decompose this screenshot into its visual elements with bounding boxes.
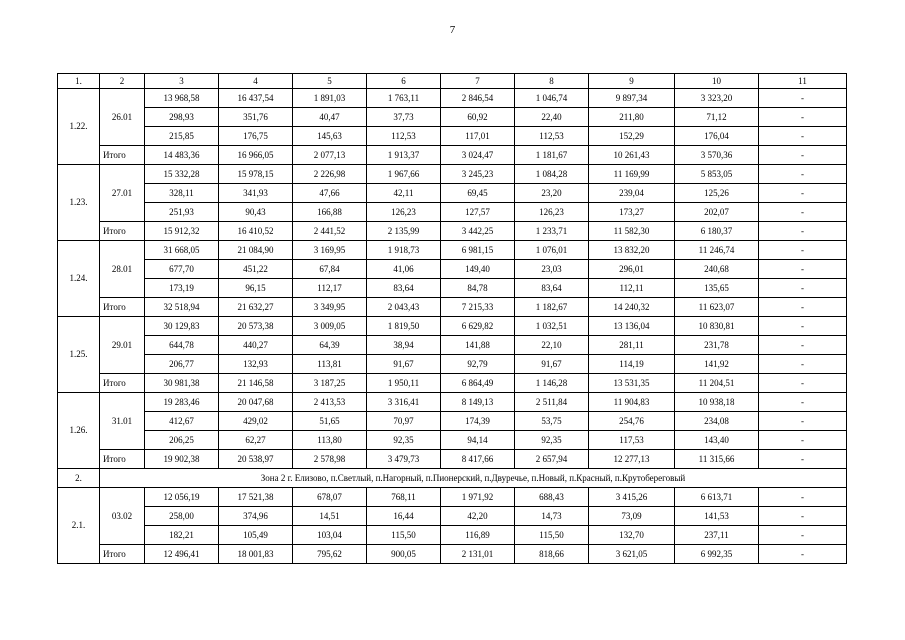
value-cell: 374,96 bbox=[219, 507, 293, 526]
total-value-cell: - bbox=[759, 298, 847, 317]
value-cell: 2 226,98 bbox=[293, 165, 367, 184]
total-value-cell: 3 442,25 bbox=[441, 222, 515, 241]
value-cell: 83,64 bbox=[367, 279, 441, 298]
value-cell: 71,12 bbox=[675, 108, 759, 127]
value-cell: 73,09 bbox=[589, 507, 675, 526]
data-table bbox=[57, 73, 847, 564]
table-row bbox=[58, 241, 847, 260]
total-value-cell: 3 479,73 bbox=[367, 450, 441, 469]
value-cell: 152,29 bbox=[589, 127, 675, 146]
value-cell: 23,03 bbox=[515, 260, 589, 279]
value-cell: 125,26 bbox=[675, 184, 759, 203]
section-row bbox=[58, 469, 847, 488]
header-cell: 2 bbox=[100, 74, 145, 89]
item-number: 1.22. bbox=[58, 89, 100, 165]
value-cell: 41,06 bbox=[367, 260, 441, 279]
table-row bbox=[58, 203, 847, 222]
value-cell: 5 853,05 bbox=[675, 165, 759, 184]
total-label: Итого bbox=[100, 222, 145, 241]
total-value-cell: 2 043,43 bbox=[367, 298, 441, 317]
value-cell: 206,77 bbox=[145, 355, 219, 374]
total-value-cell: 6 864,49 bbox=[441, 374, 515, 393]
value-cell: 281,11 bbox=[589, 336, 675, 355]
total-value-cell: 900,05 bbox=[367, 545, 441, 564]
table-row bbox=[58, 184, 847, 203]
header-cell: 4 bbox=[219, 74, 293, 89]
header-cell: 9 bbox=[589, 74, 675, 89]
value-cell: - bbox=[759, 336, 847, 355]
total-value-cell: 3 349,95 bbox=[293, 298, 367, 317]
value-cell: 83,64 bbox=[515, 279, 589, 298]
value-cell: 173,19 bbox=[145, 279, 219, 298]
total-value-cell: 3 187,25 bbox=[293, 374, 367, 393]
total-value-cell: 16 410,52 bbox=[219, 222, 293, 241]
value-cell: 3 245,23 bbox=[441, 165, 515, 184]
value-cell: 60,92 bbox=[441, 108, 515, 127]
total-value-cell: 3 024,47 bbox=[441, 146, 515, 165]
total-row bbox=[58, 146, 847, 165]
value-cell: 112,53 bbox=[515, 127, 589, 146]
value-cell: 3 009,05 bbox=[293, 317, 367, 336]
total-value-cell: 11 204,51 bbox=[675, 374, 759, 393]
value-cell: 96,15 bbox=[219, 279, 293, 298]
item-number: 1.26. bbox=[58, 393, 100, 469]
value-cell: 92,35 bbox=[515, 431, 589, 450]
value-cell: 8 149,13 bbox=[441, 393, 515, 412]
item-number: 1.23. bbox=[58, 165, 100, 241]
value-cell: 22,40 bbox=[515, 108, 589, 127]
total-value-cell: 18 001,83 bbox=[219, 545, 293, 564]
value-cell: 2 511,84 bbox=[515, 393, 589, 412]
total-value-cell: 2 578,98 bbox=[293, 450, 367, 469]
value-cell: 19 283,46 bbox=[145, 393, 219, 412]
total-value-cell: 13 531,35 bbox=[589, 374, 675, 393]
value-cell: 15 332,28 bbox=[145, 165, 219, 184]
value-cell: 70,97 bbox=[367, 412, 441, 431]
table-row bbox=[58, 279, 847, 298]
total-value-cell: 19 902,38 bbox=[145, 450, 219, 469]
value-cell: 21 084,90 bbox=[219, 241, 293, 260]
value-cell: 1 032,51 bbox=[515, 317, 589, 336]
value-cell: 10 938,18 bbox=[675, 393, 759, 412]
value-cell: 47,66 bbox=[293, 184, 367, 203]
value-cell: 116,89 bbox=[441, 526, 515, 545]
value-cell: 768,11 bbox=[367, 488, 441, 507]
value-cell: 6 613,71 bbox=[675, 488, 759, 507]
total-value-cell: 7 215,33 bbox=[441, 298, 515, 317]
total-value-cell: 11 582,30 bbox=[589, 222, 675, 241]
value-cell: 176,75 bbox=[219, 127, 293, 146]
value-cell: 3 323,20 bbox=[675, 89, 759, 108]
value-cell: 92,79 bbox=[441, 355, 515, 374]
value-cell: - bbox=[759, 203, 847, 222]
value-cell: 440,27 bbox=[219, 336, 293, 355]
value-cell: 1 763,11 bbox=[367, 89, 441, 108]
total-label: Итого bbox=[100, 146, 145, 165]
value-cell: 173,27 bbox=[589, 203, 675, 222]
total-value-cell: 32 518,94 bbox=[145, 298, 219, 317]
table-row bbox=[58, 89, 847, 108]
header-cell: 7 bbox=[441, 74, 515, 89]
total-value-cell: 11 623,07 bbox=[675, 298, 759, 317]
value-cell: 69,45 bbox=[441, 184, 515, 203]
total-value-cell: 3 570,36 bbox=[675, 146, 759, 165]
value-cell: 53,75 bbox=[515, 412, 589, 431]
header-cell: 1. bbox=[58, 74, 100, 89]
value-cell: 132,70 bbox=[589, 526, 675, 545]
value-cell: 1 971,92 bbox=[441, 488, 515, 507]
value-cell: 13 832,20 bbox=[589, 241, 675, 260]
value-cell: 11 246,74 bbox=[675, 241, 759, 260]
value-cell: 237,11 bbox=[675, 526, 759, 545]
value-cell: 67,84 bbox=[293, 260, 367, 279]
value-cell: 91,67 bbox=[367, 355, 441, 374]
value-cell: 1 967,66 bbox=[367, 165, 441, 184]
value-cell: - bbox=[759, 507, 847, 526]
total-value-cell: 1 233,71 bbox=[515, 222, 589, 241]
table-row bbox=[58, 412, 847, 431]
value-cell: - bbox=[759, 260, 847, 279]
header-cell: 6 bbox=[367, 74, 441, 89]
value-cell: 149,40 bbox=[441, 260, 515, 279]
value-cell: 94,14 bbox=[441, 431, 515, 450]
value-cell: 135,65 bbox=[675, 279, 759, 298]
value-cell: 117,01 bbox=[441, 127, 515, 146]
item-number: 2.1. bbox=[58, 488, 100, 564]
value-cell: 2 846,54 bbox=[441, 89, 515, 108]
total-row bbox=[58, 222, 847, 241]
value-cell: 6 629,82 bbox=[441, 317, 515, 336]
total-value-cell: 2 131,01 bbox=[441, 545, 515, 564]
table-row bbox=[58, 526, 847, 545]
total-value-cell: 1 146,28 bbox=[515, 374, 589, 393]
item-date: 03.02 bbox=[100, 488, 145, 545]
value-cell: 215,85 bbox=[145, 127, 219, 146]
total-value-cell: 14 240,32 bbox=[589, 298, 675, 317]
value-cell: 211,80 bbox=[589, 108, 675, 127]
value-cell: 239,04 bbox=[589, 184, 675, 203]
total-value-cell: 795,62 bbox=[293, 545, 367, 564]
value-cell: 143,40 bbox=[675, 431, 759, 450]
total-value-cell: 30 981,38 bbox=[145, 374, 219, 393]
total-value-cell: 21 632,27 bbox=[219, 298, 293, 317]
value-cell: - bbox=[759, 89, 847, 108]
total-value-cell: - bbox=[759, 146, 847, 165]
table-row bbox=[58, 108, 847, 127]
table-row bbox=[58, 317, 847, 336]
value-cell: 38,94 bbox=[367, 336, 441, 355]
value-cell: 234,08 bbox=[675, 412, 759, 431]
value-cell: 17 521,38 bbox=[219, 488, 293, 507]
total-value-cell: 16 966,05 bbox=[219, 146, 293, 165]
header-cell: 11 bbox=[759, 74, 847, 89]
total-value-cell: 1 950,11 bbox=[367, 374, 441, 393]
value-cell: 677,70 bbox=[145, 260, 219, 279]
value-cell: 12 056,19 bbox=[145, 488, 219, 507]
total-label: Итого bbox=[100, 374, 145, 393]
header-cell: 8 bbox=[515, 74, 589, 89]
value-cell: 11 904,83 bbox=[589, 393, 675, 412]
value-cell: 11 169,99 bbox=[589, 165, 675, 184]
value-cell: 132,93 bbox=[219, 355, 293, 374]
value-cell: - bbox=[759, 279, 847, 298]
value-cell: 3 316,41 bbox=[367, 393, 441, 412]
total-value-cell: 20 538,97 bbox=[219, 450, 293, 469]
header-row bbox=[58, 74, 847, 89]
value-cell: 91,67 bbox=[515, 355, 589, 374]
section-number: 2. bbox=[58, 469, 100, 488]
value-cell: 141,92 bbox=[675, 355, 759, 374]
total-value-cell: 1 181,67 bbox=[515, 146, 589, 165]
value-cell: 20 047,68 bbox=[219, 393, 293, 412]
value-cell: 40,47 bbox=[293, 108, 367, 127]
value-cell: 644,78 bbox=[145, 336, 219, 355]
value-cell: 254,76 bbox=[589, 412, 675, 431]
page-number: 7 bbox=[449, 24, 456, 36]
value-cell: 1 084,28 bbox=[515, 165, 589, 184]
value-cell: 84,78 bbox=[441, 279, 515, 298]
value-cell: 126,23 bbox=[367, 203, 441, 222]
value-cell: 240,68 bbox=[675, 260, 759, 279]
value-cell: 126,23 bbox=[515, 203, 589, 222]
value-cell: - bbox=[759, 108, 847, 127]
value-cell: 206,25 bbox=[145, 431, 219, 450]
table-row bbox=[58, 488, 847, 507]
value-cell: 64,39 bbox=[293, 336, 367, 355]
value-cell: 117,53 bbox=[589, 431, 675, 450]
total-row bbox=[58, 298, 847, 317]
value-cell: 341,93 bbox=[219, 184, 293, 203]
value-cell: 141,53 bbox=[675, 507, 759, 526]
value-cell: 14,73 bbox=[515, 507, 589, 526]
value-cell: 92,35 bbox=[367, 431, 441, 450]
value-cell: 112,11 bbox=[589, 279, 675, 298]
item-date: 31.01 bbox=[100, 393, 145, 450]
value-cell: 14,51 bbox=[293, 507, 367, 526]
table-row bbox=[58, 507, 847, 526]
value-cell: 16 437,54 bbox=[219, 89, 293, 108]
value-cell: 90,43 bbox=[219, 203, 293, 222]
value-cell: 1 076,01 bbox=[515, 241, 589, 260]
value-cell: 1 046,74 bbox=[515, 89, 589, 108]
value-cell: - bbox=[759, 241, 847, 260]
value-cell: 42,11 bbox=[367, 184, 441, 203]
total-label: Итого bbox=[100, 450, 145, 469]
item-date: 26.01 bbox=[100, 89, 145, 146]
total-row bbox=[58, 545, 847, 564]
value-cell: 62,27 bbox=[219, 431, 293, 450]
value-cell: 16,44 bbox=[367, 507, 441, 526]
value-cell: 678,07 bbox=[293, 488, 367, 507]
total-value-cell: - bbox=[759, 450, 847, 469]
value-cell: 30 129,83 bbox=[145, 317, 219, 336]
value-cell: 174,39 bbox=[441, 412, 515, 431]
value-cell: 231,78 bbox=[675, 336, 759, 355]
value-cell: 2 413,53 bbox=[293, 393, 367, 412]
value-cell: 9 897,34 bbox=[589, 89, 675, 108]
total-value-cell: 2 657,94 bbox=[515, 450, 589, 469]
value-cell: 451,22 bbox=[219, 260, 293, 279]
table-row bbox=[58, 393, 847, 412]
total-value-cell: 2 135,99 bbox=[367, 222, 441, 241]
value-cell: 105,49 bbox=[219, 526, 293, 545]
total-value-cell: 3 621,05 bbox=[589, 545, 675, 564]
item-date: 27.01 bbox=[100, 165, 145, 222]
value-cell: - bbox=[759, 317, 847, 336]
total-row bbox=[58, 450, 847, 469]
total-value-cell: 6 992,35 bbox=[675, 545, 759, 564]
value-cell: 688,43 bbox=[515, 488, 589, 507]
value-cell: 412,67 bbox=[145, 412, 219, 431]
total-row bbox=[58, 374, 847, 393]
value-cell: 113,80 bbox=[293, 431, 367, 450]
total-value-cell: 11 315,66 bbox=[675, 450, 759, 469]
total-value-cell: 818,66 bbox=[515, 545, 589, 564]
value-cell: 112,17 bbox=[293, 279, 367, 298]
value-cell: 1 819,50 bbox=[367, 317, 441, 336]
value-cell: 3 169,95 bbox=[293, 241, 367, 260]
value-cell: 115,50 bbox=[515, 526, 589, 545]
total-value-cell: 10 261,43 bbox=[589, 146, 675, 165]
value-cell: - bbox=[759, 393, 847, 412]
value-cell: 15 978,15 bbox=[219, 165, 293, 184]
value-cell: 10 830,81 bbox=[675, 317, 759, 336]
value-cell: 20 573,38 bbox=[219, 317, 293, 336]
header-cell: 10 bbox=[675, 74, 759, 89]
total-value-cell: 12 496,41 bbox=[145, 545, 219, 564]
value-cell: - bbox=[759, 412, 847, 431]
value-cell: 1 918,73 bbox=[367, 241, 441, 260]
value-cell: - bbox=[759, 184, 847, 203]
value-cell: 13 968,58 bbox=[145, 89, 219, 108]
item-number: 1.25. bbox=[58, 317, 100, 393]
table-row bbox=[58, 260, 847, 279]
header-cell: 5 bbox=[293, 74, 367, 89]
value-cell: 351,76 bbox=[219, 108, 293, 127]
total-value-cell: - bbox=[759, 545, 847, 564]
value-cell: 298,93 bbox=[145, 108, 219, 127]
value-cell: 182,21 bbox=[145, 526, 219, 545]
total-value-cell: 1 182,67 bbox=[515, 298, 589, 317]
total-value-cell: - bbox=[759, 374, 847, 393]
value-cell: 31 668,05 bbox=[145, 241, 219, 260]
value-cell: 6 981,15 bbox=[441, 241, 515, 260]
value-cell: 114,19 bbox=[589, 355, 675, 374]
total-value-cell: - bbox=[759, 222, 847, 241]
value-cell: 112,53 bbox=[367, 127, 441, 146]
table-row bbox=[58, 336, 847, 355]
total-value-cell: 14 483,36 bbox=[145, 146, 219, 165]
total-label: Итого bbox=[100, 298, 145, 317]
table-row bbox=[58, 165, 847, 184]
total-value-cell: 12 277,13 bbox=[589, 450, 675, 469]
value-cell: 22,10 bbox=[515, 336, 589, 355]
table-row bbox=[58, 355, 847, 374]
value-cell: - bbox=[759, 355, 847, 374]
value-cell: 3 415,26 bbox=[589, 488, 675, 507]
total-value-cell: 2 077,13 bbox=[293, 146, 367, 165]
header-cell: 3 bbox=[145, 74, 219, 89]
value-cell: 251,93 bbox=[145, 203, 219, 222]
value-cell: 127,57 bbox=[441, 203, 515, 222]
value-cell: 176,04 bbox=[675, 127, 759, 146]
value-cell: 13 136,04 bbox=[589, 317, 675, 336]
item-number: 1.24. bbox=[58, 241, 100, 317]
value-cell: 37,73 bbox=[367, 108, 441, 127]
value-cell: 1 891,03 bbox=[293, 89, 367, 108]
item-date: 29.01 bbox=[100, 317, 145, 374]
value-cell: 328,11 bbox=[145, 184, 219, 203]
value-cell: 202,07 bbox=[675, 203, 759, 222]
table-row bbox=[58, 127, 847, 146]
value-cell: - bbox=[759, 127, 847, 146]
total-value-cell: 8 417,66 bbox=[441, 450, 515, 469]
total-label: Итого bbox=[100, 545, 145, 564]
value-cell: 429,02 bbox=[219, 412, 293, 431]
value-cell: - bbox=[759, 431, 847, 450]
total-value-cell: 6 180,37 bbox=[675, 222, 759, 241]
total-value-cell: 1 913,37 bbox=[367, 146, 441, 165]
total-value-cell: 2 441,52 bbox=[293, 222, 367, 241]
value-cell: 51,65 bbox=[293, 412, 367, 431]
table-row bbox=[58, 431, 847, 450]
value-cell: 141,88 bbox=[441, 336, 515, 355]
value-cell: 23,20 bbox=[515, 184, 589, 203]
total-value-cell: 15 912,32 bbox=[145, 222, 219, 241]
value-cell: 296,01 bbox=[589, 260, 675, 279]
value-cell: 145,63 bbox=[293, 127, 367, 146]
value-cell: 42,20 bbox=[441, 507, 515, 526]
section-title: Зона 2 г. Елизово, п.Светлый, п.Нагорный, п.Пионерский, п.Двуречье, п.Новый, п.Красный, п.Крутобереговый bbox=[100, 469, 847, 488]
value-cell: - bbox=[759, 526, 847, 545]
value-cell: 103,04 bbox=[293, 526, 367, 545]
item-date: 28.01 bbox=[100, 241, 145, 298]
value-cell: - bbox=[759, 488, 847, 507]
value-cell: 113,81 bbox=[293, 355, 367, 374]
value-cell: 258,00 bbox=[145, 507, 219, 526]
total-value-cell: 21 146,58 bbox=[219, 374, 293, 393]
value-cell: 166,88 bbox=[293, 203, 367, 222]
value-cell: - bbox=[759, 165, 847, 184]
value-cell: 115,50 bbox=[367, 526, 441, 545]
